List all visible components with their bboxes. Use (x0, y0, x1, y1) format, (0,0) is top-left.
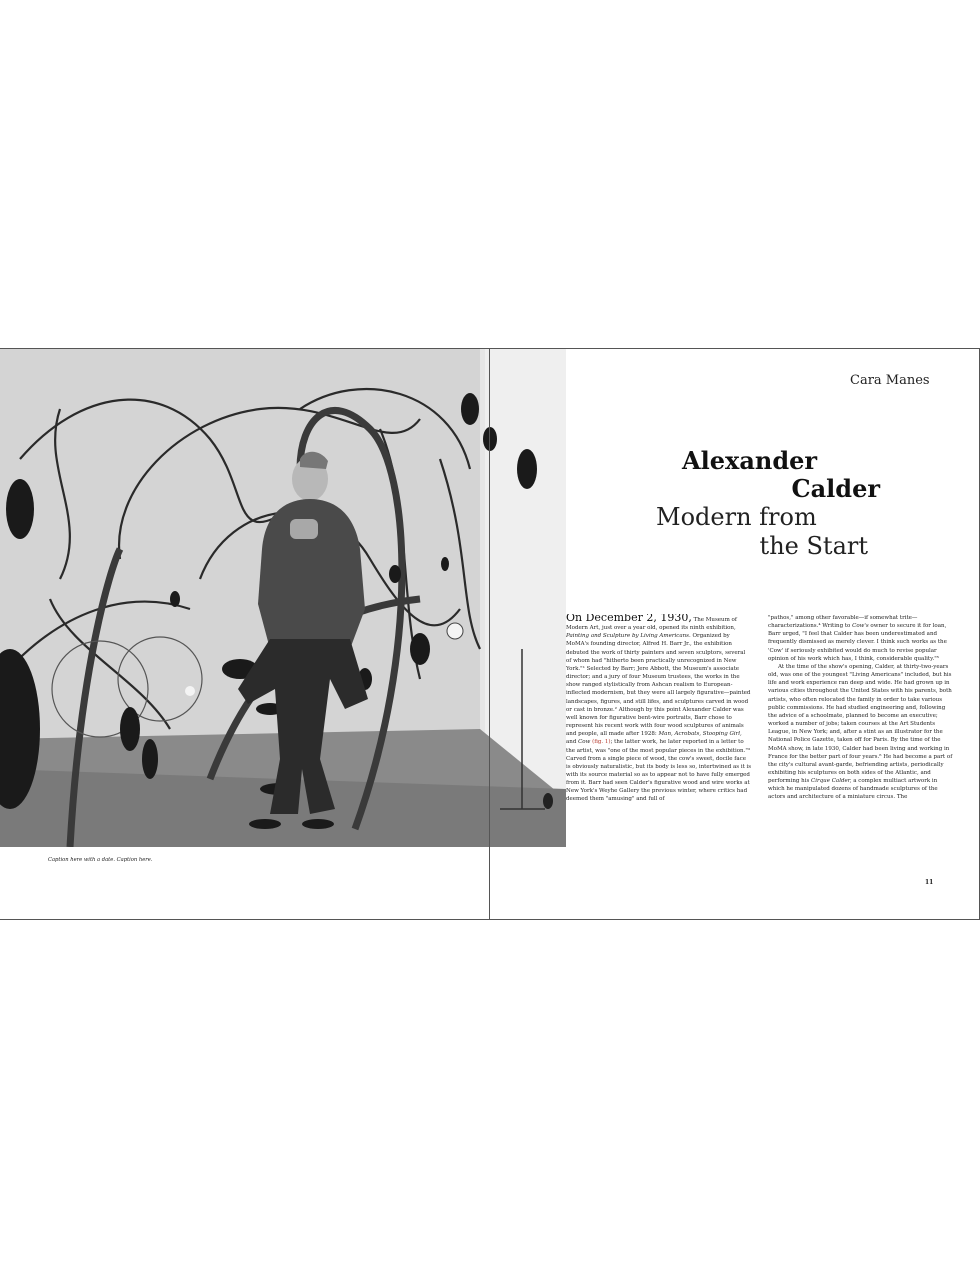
figure-reference-link[interactable]: (fig. 1) (590, 739, 611, 746)
body-text: owner to secure it for loan, Barr urged, "I feel that Calder has been underestimated and frequently dismissed as merely clever. I think such works as the 'Cow' if seriously exhibited would do much to revise popular opinion of his work which has, I think, considerable quality."⁵ (768, 623, 947, 662)
body-column-1 (566, 614, 752, 914)
author-name: Cara Manes (850, 373, 930, 388)
body-paragraph (566, 614, 752, 804)
body-text: and (566, 739, 579, 746)
exhibition-title: Painting and Sculpture by Living Americans. (566, 633, 691, 640)
body-paragraph (768, 614, 954, 663)
body-text: a complex multiact artwork in which he manipulated dozens of handmade sculptures of the actors and architecture of a miniature circus. The (768, 778, 938, 801)
work-title-cow: Cow's (852, 623, 869, 630)
work-title-cow: Cow (578, 739, 591, 746)
title-line-1: Alexander (682, 446, 818, 475)
lead-in: On December 2, 1930, (566, 614, 692, 624)
subtitle-line-2: the Start (759, 532, 868, 560)
body-text: Organized by MoMA's founding director, Alfred H. Barr Jr., the exhibition debuted the work of thirty painters and seven sculptors, several of whom had "hitherto been practically unrecognized in New York."¹ Selected by Barr; Jere Abbott, the Museum's associate director; and a jury of four Museum trustees, the works in the show ranged stylistically from Ashcan realism to European-inflected modernism, but they were all largely figurative—painted landscapes, figures, and still lifes, and sculptures carved in wood or cast in bronze.² Although by this point Alexander Calder was well known for figurative bent-wire portraits, Barr chose to represent his recent work with four wood sculptures of animals and people, all made after 1928: (566, 633, 751, 738)
title-line-2: Calder (791, 474, 880, 503)
page-number: 11 (925, 879, 934, 886)
photo-caption: Caption here with a date. Caption here. (48, 857, 153, 863)
body-paragraph (768, 663, 954, 802)
work-titles: Man, Acrobats, Stooping Girl, (658, 731, 742, 738)
work-title-circus: Cirque Calder, (811, 778, 852, 785)
book-spread (0, 348, 980, 920)
body-text: The Museum of Modern Art, just over a year old, opened its ninth exhibition, (566, 617, 737, 632)
body-column-2 (768, 614, 954, 914)
body-text: "pathos," among other favorable—if somewhat trite—characterizations.⁴ Writing to (768, 615, 918, 630)
article-title (640, 447, 880, 561)
subtitle-line-1: Modern from (656, 503, 817, 531)
page-spine (489, 349, 490, 919)
body-text: At the time of the show's opening, Calder, at thirty-two-years old, was one of the youngest "Living Americans" included, but his life and work experience ran deep and wide. He had grown up in various cities throughout the United States with his parents, both artists, who often relocated the family in order to take various public commissions. He had studied engineering and, following the advice of a schoolmate, planned to become an executive; worked a number of jobs; taken courses at the Art Students League, in New York; and, after a stint as an illustrator for the National Police Gazette, taken off for Paris. By the time of the MoMA show, in late 1930, Calder had been living and working in France for the better part of four years.⁶ He had become a part of the city's cultural avant-garde, befriending artists, periodically exhibiting his sculptures on both sides of the Atlantic, and performing his (768, 663, 953, 785)
body-text: ; the latter work, he later reported in a letter to the artist, was "one of the most popular pieces in the exhibition."³ Carved from a single piece of wood, the cow's sweet, docile face is obviously naturalistic, but its body is less so, intertwined as it is with its source material so as to appear not to have fully emerged from it. Barr had seen Calder's figurative wood and wire works at New York's Weyhe Gallery the previous winter, where critics had deemed them "amusing" and full of (566, 739, 752, 803)
calder-studio-photo (0, 349, 566, 847)
